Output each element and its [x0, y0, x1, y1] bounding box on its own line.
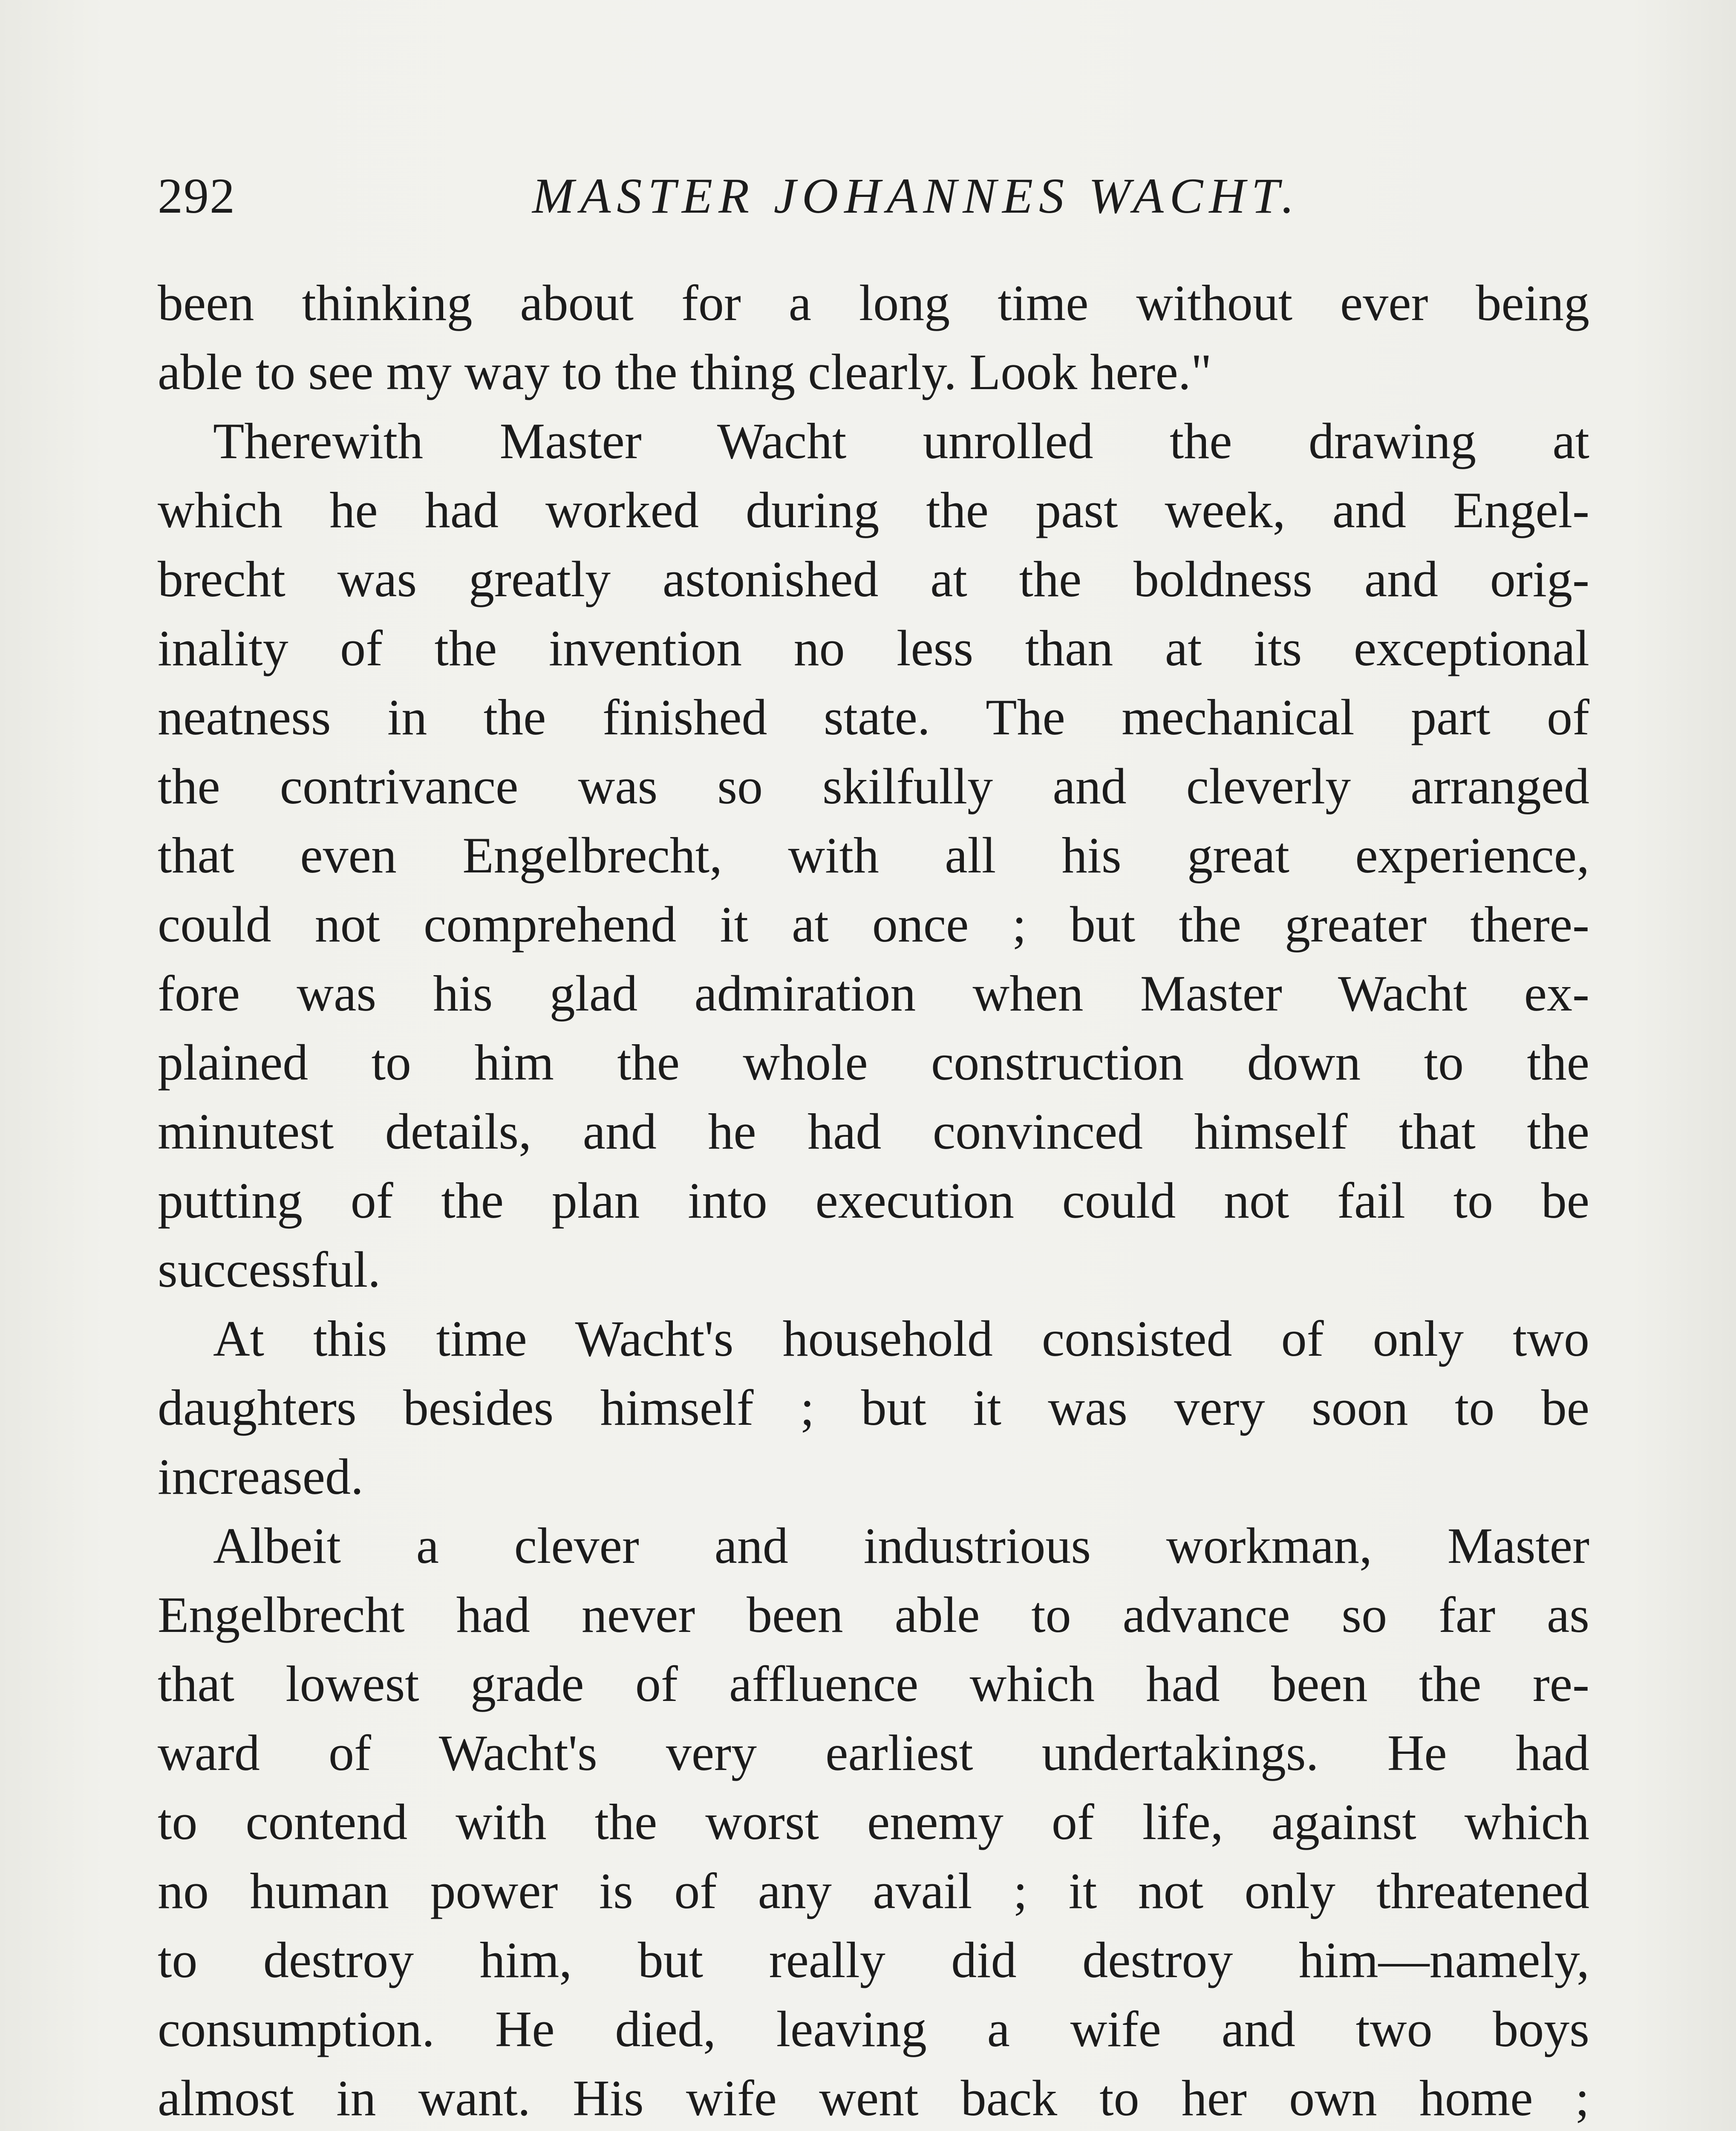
text-line: ward of Wacht's very earliest undertakings. He had: [158, 1724, 1589, 1781]
text-line: Engelbrecht had never been able to advance so far as: [158, 1586, 1589, 1643]
text-line: fore was his glad admiration when Master Wacht ex-: [158, 965, 1589, 1022]
text-line: minutest details, and he had convinced himself that the: [158, 1103, 1589, 1160]
page-number: 292: [158, 168, 236, 224]
text-line: no human power is of any avail ; it not only threatened: [158, 1862, 1589, 1919]
text-line: almost in want. His wife went back to her own home ;: [158, 2070, 1589, 2126]
text-line: the contrivance was so skilfully and cleverly arranged: [158, 758, 1589, 814]
paragraph-start-line: Therewith Master Wacht unrolled the drawing at: [213, 413, 1589, 469]
text-line: to contend with the worst enemy of life, against which: [158, 1793, 1589, 1850]
text-line: able to see my way to the thing clearly. Look here.": [158, 344, 1212, 400]
page-header: [158, 158, 1589, 234]
text-line: successful.: [158, 1241, 381, 1298]
text-line: daughters besides himself ; but it was very soon to be: [158, 1379, 1589, 1436]
text-line: could not comprehend it at once ; but the greater there-: [158, 896, 1589, 953]
text-line: that even Engelbrecht, with all his great experience,: [158, 827, 1589, 884]
text-line: putting of the plan into execution could not fail to be: [158, 1172, 1589, 1229]
text-line: that lowest grade of affluence which had been the re-: [158, 1655, 1589, 1712]
running-head: MASTER JOHANNES WACHT.: [532, 168, 1300, 224]
text-line: increased.: [158, 1448, 364, 1505]
text-line: inality of the invention no less than at its exceptional: [158, 620, 1589, 676]
text-line: neatness in the finished state. The mechanical part of: [158, 689, 1589, 745]
text-line: consumption. He died, leaving a wife and two boys: [158, 2001, 1589, 2057]
text-line: been thinking about for a long time without ever being: [158, 274, 1589, 331]
text-line: to destroy him, but really did destroy him—namely,: [158, 1932, 1589, 1988]
paragraph-start-line: Albeit a clever and industrious workman, Master: [213, 1517, 1589, 1574]
text-line: which he had worked during the past week, and Engel-: [158, 482, 1589, 538]
text-line: plained to him the whole construction down to the: [158, 1034, 1589, 1091]
body-text: [158, 269, 1589, 2131]
text-line: brecht was greatly astonished at the boldness and orig-: [158, 551, 1589, 607]
paragraph-start-line: At this time Wacht's household consisted of only two: [213, 1310, 1589, 1367]
